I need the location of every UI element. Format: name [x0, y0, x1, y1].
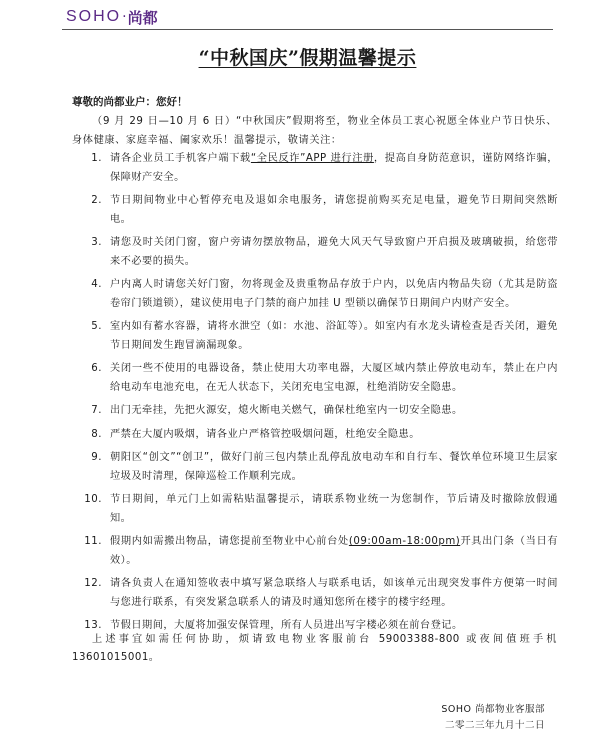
item-text: 关闭一些不使用的电器设备，禁止使用大功率电器，大厦区域内禁止停放电动车，禁止在户内给电动车电池充电，在无人状态下，关闭充电宝电源，杜绝消防安全隐患。 — [110, 363, 558, 393]
signature-date: 二零二三年九月十二日 — [444, 720, 545, 731]
item-text — [110, 533, 558, 570]
logo-text-en: SOHO — [66, 8, 122, 25]
closing-paragraph: 上述事宜如需任何协助，烦请致电物业客服前台 59003388-800 或夜间值班手机 13601015001。 — [72, 634, 557, 663]
office-hours-highlight: (09:00am-18:00pm) — [348, 536, 461, 547]
logo — [66, 7, 158, 27]
salutation: 尊敬的尚都业户：您好！ — [72, 96, 188, 108]
logo-dot: · — [122, 9, 127, 25]
list-item — [72, 491, 558, 528]
item-text: 严禁在大厦内吸烟，请各业户严格管控吸烟问题，杜绝安全隐患。 — [110, 428, 420, 440]
item-number: 6. — [91, 363, 102, 374]
list-item — [72, 276, 558, 313]
intro-paragraph: （9 月 29 日—10 月 6 日）“中秋国庆”假期将至，物业全体员工衷心祝愿全体业户节日快乐、身体健康、家庭幸福、阖家欢乐！温馨提示，敬请关注： — [72, 116, 557, 146]
item-number: 7. — [91, 405, 102, 416]
item-number: 2. — [91, 195, 102, 206]
app-download-highlight: “全民反诈”APP 进行注册 — [250, 153, 374, 164]
list-item — [72, 360, 558, 397]
list-item — [72, 318, 558, 355]
item-text: 户内离人时请您关好门窗，勿将现金及贵重物品存放于户内，以免店内物品失窃（尤其是防盗卷帘门锁道锁），建议使用电子门禁的商户加挂 U 型锁以确保节日期间户内财产安全。 — [110, 279, 558, 309]
item-number: 11. — [84, 536, 102, 547]
item-text: 朝阳区“创文”“创卫”，做好门前三包内禁止乱停乱放电动车和自行车、餐饮单位环境卫生层家垃圾及时清理，保障巡检工作顺利完成。 — [110, 452, 558, 482]
list-item — [72, 533, 558, 570]
item-text-pre: 假期内如需搬出物品，请您提前至物业中心前台处 — [110, 536, 349, 547]
item-number: 13. — [84, 620, 102, 631]
item-text: 节日期间物业中心暂停充电及退如余电服务，请您提前购买充足电量，避免节日期间突然断电。 — [110, 195, 558, 225]
list-item — [72, 150, 558, 187]
item-text: 室内如有蓄水容器，请将水泄空（如：水池、浴缸等）。如室内有水龙头请检查是否关闭，避免节日期间发生跑冒滴漏现象。 — [110, 321, 558, 351]
item-text-pre: 请各企业员工手机客户端下载 — [110, 153, 251, 164]
item-number: 10. — [84, 494, 102, 505]
item-number: 9. — [91, 452, 102, 463]
signature — [441, 702, 545, 734]
item-number: 8. — [91, 428, 102, 440]
item-text-post: ，提高自身防范意识，谨防网络诈骗，保障财产安全。 — [110, 153, 558, 183]
list-item — [72, 402, 558, 421]
list-item — [72, 192, 558, 229]
notice-list — [72, 150, 558, 641]
list-item — [72, 575, 558, 612]
header-divider — [62, 29, 553, 30]
item-number: 4. — [91, 279, 102, 290]
notice-title: “中秋国庆”假期温馨提示 — [198, 47, 417, 69]
logo-text-cn: 尚都 — [127, 8, 158, 27]
item-text-post: 开具出门条（当日有效）。 — [110, 536, 559, 566]
item-text: 请各负责人在通知签收表中填写紧急联络人与联系电话，如该单元出现突发事件方便第一时间与您进行联系，有突发紧急联系人的请及时通知您所在楼宇的楼宇经理。 — [110, 578, 558, 608]
item-text — [110, 150, 558, 187]
item-text: 出门无牵挂，先把火源安，熄火断电关燃气，确保杜绝室内一切安全隐患。 — [110, 405, 463, 416]
list-item — [72, 234, 558, 271]
item-number: 5. — [91, 321, 102, 332]
item-number: 3. — [91, 237, 102, 248]
item-text: 节假日期间，大厦将加强安保管理，所有人员进出写字楼必须在前台登记。 — [110, 620, 463, 631]
list-item — [72, 449, 558, 486]
signature-org: SOHO 尚都物业客服部 — [441, 704, 545, 715]
item-number: 1. — [91, 153, 102, 164]
item-text: 节日期间，单元门上如需粘贴温馨提示，请联系物业统一为您制作，节后请及时撤除放假通知。 — [110, 494, 558, 524]
item-number: 12. — [84, 578, 102, 589]
list-item — [72, 426, 558, 445]
item-text: 请您及时关闭门窗，窗户旁请勿摆放物品，避免大风天气导致窗户开启损及玻璃破损，给您带来不必要的损失。 — [110, 237, 558, 267]
